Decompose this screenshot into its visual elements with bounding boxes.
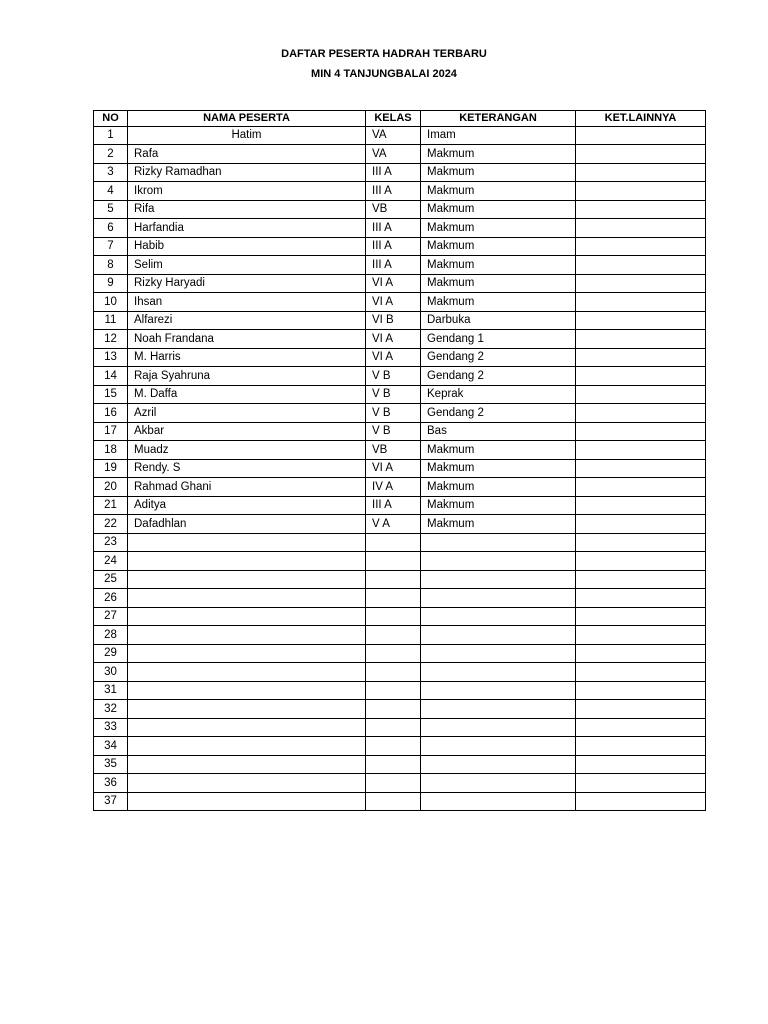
cell-keterangan: Makmum: [421, 256, 576, 275]
table-row: [94, 385, 706, 404]
cell-no: 29: [94, 644, 128, 663]
cell-kelas: III A: [366, 182, 421, 201]
table-row: [94, 367, 706, 386]
table-row: [94, 200, 706, 219]
table-row: [94, 533, 706, 552]
table-row: [94, 626, 706, 645]
cell-keterangan: Makmum: [421, 182, 576, 201]
cell-kelas: VB: [366, 441, 421, 460]
cell-nama-peserta: Muadz: [128, 441, 366, 460]
cell-ket-lainnya: [576, 700, 706, 719]
cell-keterangan: Darbuka: [421, 311, 576, 330]
cell-ket-lainnya: [576, 293, 706, 312]
cell-no: 7: [94, 237, 128, 256]
cell-no: 1: [94, 126, 128, 145]
cell-ket-lainnya: [576, 478, 706, 497]
cell-ket-lainnya: [576, 274, 706, 293]
cell-ket-lainnya: [576, 219, 706, 238]
cell-nama-peserta: Rendy. S: [128, 459, 366, 478]
cell-no: 26: [94, 589, 128, 608]
table-row: [94, 219, 706, 238]
table-row: [94, 792, 706, 811]
cell-keterangan: [421, 774, 576, 793]
table-row: [94, 126, 706, 145]
cell-kelas: [366, 663, 421, 682]
cell-no: 27: [94, 607, 128, 626]
cell-keterangan: Makmum: [421, 200, 576, 219]
cell-keterangan: Bas: [421, 422, 576, 441]
cell-nama-peserta: Rafa: [128, 145, 366, 164]
cell-no: 31: [94, 681, 128, 700]
cell-keterangan: [421, 607, 576, 626]
cell-ket-lainnya: [576, 404, 706, 423]
cell-kelas: [366, 718, 421, 737]
cell-nama-peserta: Selim: [128, 256, 366, 275]
cell-keterangan: Gendang 2: [421, 404, 576, 423]
cell-no: 30: [94, 663, 128, 682]
table-row: [94, 718, 706, 737]
cell-nama-peserta: [128, 663, 366, 682]
header-nama-peserta: NAMA PESERTA: [128, 111, 366, 127]
cell-nama-peserta: [128, 755, 366, 774]
cell-keterangan: [421, 755, 576, 774]
table-row: [94, 774, 706, 793]
cell-kelas: [366, 589, 421, 608]
cell-ket-lainnya: [576, 681, 706, 700]
cell-nama-peserta: [128, 570, 366, 589]
cell-ket-lainnya: [576, 589, 706, 608]
cell-keterangan: Makmum: [421, 163, 576, 182]
cell-kelas: V A: [366, 515, 421, 534]
cell-nama-peserta: Rizky Haryadi: [128, 274, 366, 293]
cell-keterangan: Makmum: [421, 274, 576, 293]
cell-kelas: [366, 700, 421, 719]
cell-ket-lainnya: [576, 515, 706, 534]
cell-no: 37: [94, 792, 128, 811]
participant-table: [93, 110, 706, 811]
cell-no: 2: [94, 145, 128, 164]
cell-kelas: [366, 607, 421, 626]
cell-nama-peserta: [128, 700, 366, 719]
cell-ket-lainnya: [576, 663, 706, 682]
cell-ket-lainnya: [576, 533, 706, 552]
cell-keterangan: Gendang 1: [421, 330, 576, 349]
table-row: [94, 256, 706, 275]
cell-kelas: [366, 681, 421, 700]
cell-nama-peserta: Aditya: [128, 496, 366, 515]
cell-keterangan: [421, 737, 576, 756]
cell-nama-peserta: [128, 774, 366, 793]
cell-kelas: VI A: [366, 459, 421, 478]
cell-nama-peserta: [128, 607, 366, 626]
cell-kelas: [366, 737, 421, 756]
cell-kelas: V B: [366, 404, 421, 423]
cell-kelas: III A: [366, 163, 421, 182]
cell-no: 6: [94, 219, 128, 238]
table-row: [94, 459, 706, 478]
header-row: [94, 111, 706, 127]
table-row: [94, 163, 706, 182]
cell-keterangan: [421, 533, 576, 552]
cell-no: 12: [94, 330, 128, 349]
cell-no: 33: [94, 718, 128, 737]
cell-kelas: [366, 533, 421, 552]
cell-nama-peserta: [128, 589, 366, 608]
cell-nama-peserta: Ikrom: [128, 182, 366, 201]
document-title: DAFTAR PESERTA HADRAH TERBARU: [281, 48, 487, 60]
cell-keterangan: [421, 700, 576, 719]
document-subtitle: MIN 4 TANJUNGBALAI 2024: [311, 68, 457, 80]
cell-nama-peserta: [128, 681, 366, 700]
cell-nama-peserta: Hatim: [128, 126, 366, 145]
cell-ket-lainnya: [576, 311, 706, 330]
cell-nama-peserta: Akbar: [128, 422, 366, 441]
cell-kelas: V B: [366, 385, 421, 404]
cell-no: 36: [94, 774, 128, 793]
cell-kelas: [366, 792, 421, 811]
table-row: [94, 348, 706, 367]
cell-kelas: [366, 774, 421, 793]
cell-nama-peserta: Harfandia: [128, 219, 366, 238]
cell-no: 23: [94, 533, 128, 552]
cell-no: 24: [94, 552, 128, 571]
cell-kelas: [366, 644, 421, 663]
table-row: [94, 644, 706, 663]
cell-no: 34: [94, 737, 128, 756]
cell-ket-lainnya: [576, 348, 706, 367]
cell-no: 5: [94, 200, 128, 219]
cell-no: 10: [94, 293, 128, 312]
cell-ket-lainnya: [576, 607, 706, 626]
cell-nama-peserta: [128, 737, 366, 756]
cell-no: 15: [94, 385, 128, 404]
cell-no: 3: [94, 163, 128, 182]
cell-no: 9: [94, 274, 128, 293]
header-no: NO: [94, 111, 128, 127]
cell-kelas: VA: [366, 145, 421, 164]
cell-kelas: [366, 570, 421, 589]
cell-keterangan: Makmum: [421, 219, 576, 238]
cell-keterangan: Makmum: [421, 478, 576, 497]
cell-ket-lainnya: [576, 774, 706, 793]
cell-no: 14: [94, 367, 128, 386]
header-keterangan: KETERANGAN: [421, 111, 576, 127]
cell-kelas: VI A: [366, 348, 421, 367]
cell-keterangan: Makmum: [421, 459, 576, 478]
cell-ket-lainnya: [576, 570, 706, 589]
cell-keterangan: [421, 552, 576, 571]
cell-keterangan: Makmum: [421, 293, 576, 312]
table-row: [94, 422, 706, 441]
cell-nama-peserta: [128, 644, 366, 663]
cell-ket-lainnya: [576, 792, 706, 811]
cell-ket-lainnya: [576, 256, 706, 275]
cell-ket-lainnya: [576, 422, 706, 441]
cell-keterangan: Makmum: [421, 496, 576, 515]
cell-no: 25: [94, 570, 128, 589]
cell-no: 21: [94, 496, 128, 515]
table-row: [94, 515, 706, 534]
table-row: [94, 330, 706, 349]
cell-keterangan: [421, 570, 576, 589]
cell-kelas: III A: [366, 496, 421, 515]
table-row: [94, 311, 706, 330]
cell-ket-lainnya: [576, 163, 706, 182]
table-row: [94, 404, 706, 423]
table-row: [94, 681, 706, 700]
cell-ket-lainnya: [576, 737, 706, 756]
cell-ket-lainnya: [576, 182, 706, 201]
cell-nama-peserta: Habib: [128, 237, 366, 256]
cell-nama-peserta: Rifa: [128, 200, 366, 219]
cell-kelas: VB: [366, 200, 421, 219]
cell-no: 17: [94, 422, 128, 441]
cell-nama-peserta: [128, 718, 366, 737]
table-row: [94, 441, 706, 460]
cell-no: 18: [94, 441, 128, 460]
cell-keterangan: [421, 718, 576, 737]
table-row: [94, 478, 706, 497]
cell-nama-peserta: [128, 552, 366, 571]
table-header: [94, 111, 706, 127]
cell-nama-peserta: Noah Frandana: [128, 330, 366, 349]
cell-kelas: VA: [366, 126, 421, 145]
cell-ket-lainnya: [576, 718, 706, 737]
cell-ket-lainnya: [576, 441, 706, 460]
cell-kelas: VI A: [366, 293, 421, 312]
cell-ket-lainnya: [576, 644, 706, 663]
cell-nama-peserta: Raja Syahruna: [128, 367, 366, 386]
cell-no: 35: [94, 755, 128, 774]
cell-keterangan: [421, 644, 576, 663]
cell-nama-peserta: Rahmad Ghani: [128, 478, 366, 497]
cell-kelas: IV A: [366, 478, 421, 497]
table-row: [94, 663, 706, 682]
cell-keterangan: Gendang 2: [421, 348, 576, 367]
table-row: [94, 589, 706, 608]
cell-nama-peserta: [128, 792, 366, 811]
cell-kelas: VI A: [366, 274, 421, 293]
cell-no: 28: [94, 626, 128, 645]
table-row: [94, 755, 706, 774]
cell-nama-peserta: Rizky Ramadhan: [128, 163, 366, 182]
cell-keterangan: Makmum: [421, 237, 576, 256]
cell-ket-lainnya: [576, 237, 706, 256]
cell-no: 32: [94, 700, 128, 719]
cell-kelas: VI B: [366, 311, 421, 330]
cell-ket-lainnya: [576, 459, 706, 478]
cell-ket-lainnya: [576, 367, 706, 386]
table-body: [94, 126, 706, 811]
cell-ket-lainnya: [576, 385, 706, 404]
header-ket-lainnya: KET.LAINNYA: [576, 111, 706, 127]
table-row: [94, 496, 706, 515]
cell-no: 19: [94, 459, 128, 478]
cell-kelas: [366, 552, 421, 571]
cell-nama-peserta: [128, 533, 366, 552]
cell-nama-peserta: M. Daffa: [128, 385, 366, 404]
cell-no: 11: [94, 311, 128, 330]
cell-keterangan: Imam: [421, 126, 576, 145]
cell-kelas: [366, 755, 421, 774]
cell-kelas: [366, 626, 421, 645]
cell-no: 8: [94, 256, 128, 275]
table-row: [94, 552, 706, 571]
cell-keterangan: Makmum: [421, 515, 576, 534]
cell-nama-peserta: M. Harris: [128, 348, 366, 367]
cell-kelas: III A: [366, 256, 421, 275]
cell-keterangan: [421, 663, 576, 682]
table-row: [94, 237, 706, 256]
table-row: [94, 145, 706, 164]
table-row: [94, 570, 706, 589]
cell-ket-lainnya: [576, 552, 706, 571]
cell-keterangan: Gendang 2: [421, 367, 576, 386]
cell-nama-peserta: Ihsan: [128, 293, 366, 312]
cell-ket-lainnya: [576, 145, 706, 164]
table-row: [94, 293, 706, 312]
cell-ket-lainnya: [576, 126, 706, 145]
cell-kelas: V B: [366, 367, 421, 386]
cell-keterangan: [421, 792, 576, 811]
table-row: [94, 274, 706, 293]
cell-ket-lainnya: [576, 200, 706, 219]
cell-ket-lainnya: [576, 496, 706, 515]
cell-keterangan: [421, 681, 576, 700]
table-row: [94, 737, 706, 756]
cell-kelas: V B: [366, 422, 421, 441]
cell-ket-lainnya: [576, 755, 706, 774]
cell-nama-peserta: [128, 626, 366, 645]
cell-ket-lainnya: [576, 626, 706, 645]
cell-nama-peserta: Dafadhlan: [128, 515, 366, 534]
cell-keterangan: Keprak: [421, 385, 576, 404]
cell-no: 20: [94, 478, 128, 497]
table-row: [94, 700, 706, 719]
cell-no: 13: [94, 348, 128, 367]
cell-kelas: III A: [366, 219, 421, 238]
header-kelas: KELAS: [366, 111, 421, 127]
cell-nama-peserta: Alfarezi: [128, 311, 366, 330]
cell-keterangan: Makmum: [421, 441, 576, 460]
cell-keterangan: [421, 626, 576, 645]
cell-no: 22: [94, 515, 128, 534]
cell-nama-peserta: Azril: [128, 404, 366, 423]
table-row: [94, 182, 706, 201]
cell-no: 16: [94, 404, 128, 423]
cell-ket-lainnya: [576, 330, 706, 349]
cell-kelas: VI A: [366, 330, 421, 349]
cell-kelas: III A: [366, 237, 421, 256]
cell-keterangan: Makmum: [421, 145, 576, 164]
cell-no: 4: [94, 182, 128, 201]
table-row: [94, 607, 706, 626]
cell-keterangan: [421, 589, 576, 608]
